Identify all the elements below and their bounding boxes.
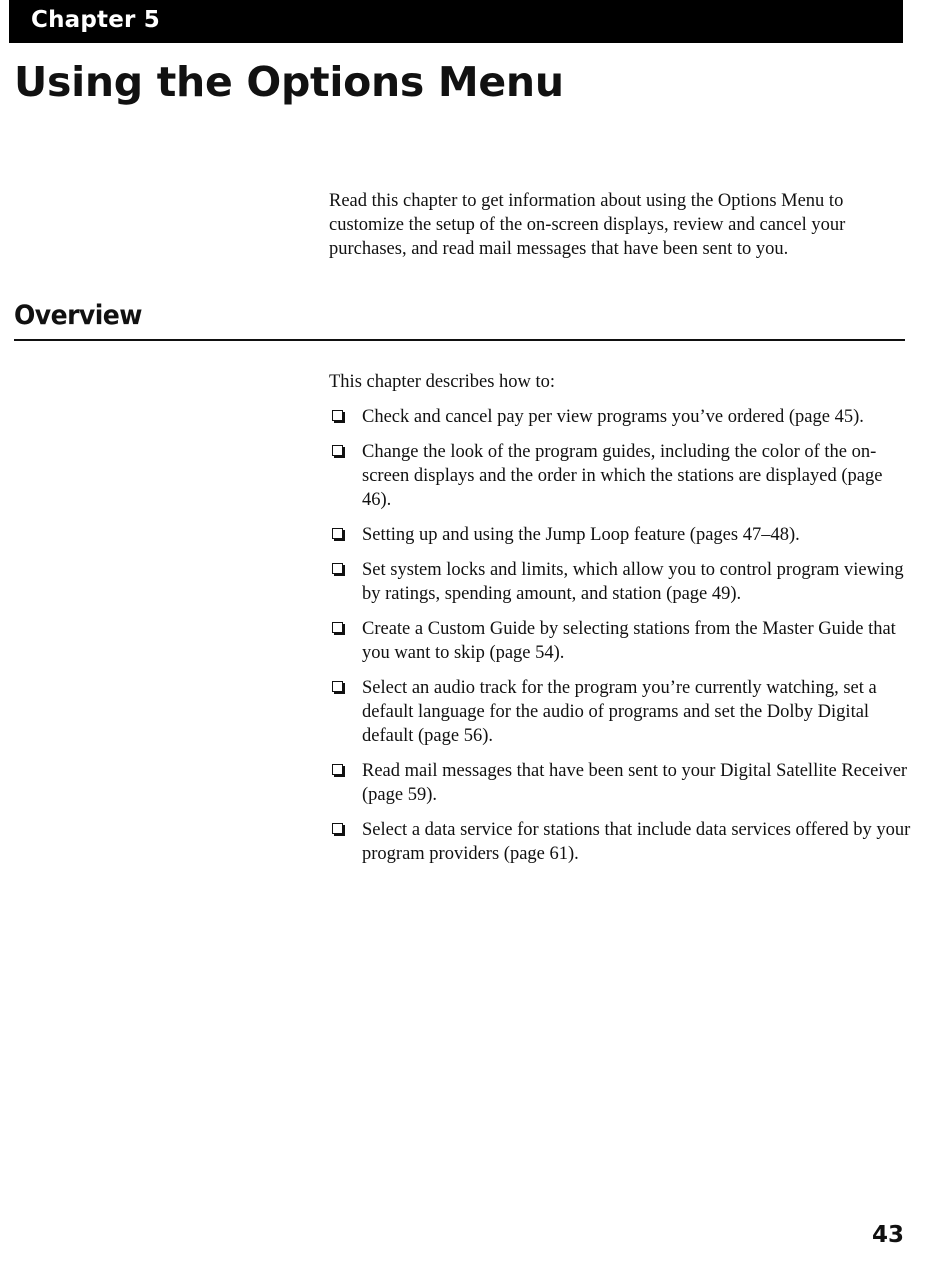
list-item-text: Check and cancel pay per view programs you’ve ordered (page 45). (362, 407, 864, 427)
list-item-text: Set system locks and limits, which allow you to control program viewing by ratings, spending amount, and station (page 49). (362, 560, 904, 604)
list-item (329, 523, 914, 547)
overview-list (329, 405, 914, 877)
page-title: Using the Options Menu (14, 58, 564, 106)
list-item-text: Select an audio track for the program you’re currently watching, set a default language for the audio of programs and set the Dolby Digital default (page 56). (362, 678, 877, 746)
chapter-label: Chapter 5 (31, 7, 160, 33)
chapter-banner (9, 0, 903, 43)
checkbox-bullet-icon (332, 445, 343, 456)
list-item (329, 676, 914, 748)
list-item-text: Read mail messages that have been sent to your Digital Satellite Receiver (page 59). (362, 761, 908, 805)
checkbox-bullet-icon (332, 563, 343, 574)
list-item (329, 759, 914, 807)
list-item (329, 440, 914, 512)
checkbox-bullet-icon (332, 410, 343, 421)
checkbox-bullet-icon (332, 823, 343, 834)
checkbox-bullet-icon (332, 764, 343, 775)
list-item-text: Create a Custom Guide by selecting stations from the Master Guide that you want to skip (page 54). (362, 619, 896, 663)
checkbox-bullet-icon (332, 622, 343, 633)
list-lead-text: This chapter describes how to: (329, 372, 556, 392)
list-item-text: Select a data service for stations that include data services offered by your program providers (page 61). (362, 820, 911, 864)
list-item (329, 558, 914, 606)
list-item-text: Setting up and using the Jump Loop feature (pages 47–48). (362, 525, 800, 545)
section-divider (14, 339, 905, 341)
section-heading-overview: Overview (14, 300, 142, 331)
intro-paragraph: Read this chapter to get information about using the Options Menu to customize the setup of the on-screen displays, review and cancel your purchases, and read mail messages that have been sent to you. (329, 191, 846, 259)
list-item (329, 617, 914, 665)
checkbox-bullet-icon (332, 528, 343, 539)
list-item (329, 405, 914, 429)
list-item (329, 818, 914, 866)
page-number: 43 (871, 1222, 904, 1248)
checkbox-bullet-icon (332, 681, 343, 692)
list-item-text: Change the look of the program guides, including the color of the on-screen displays and the order in which the stations are displayed (page 46). (362, 442, 883, 510)
